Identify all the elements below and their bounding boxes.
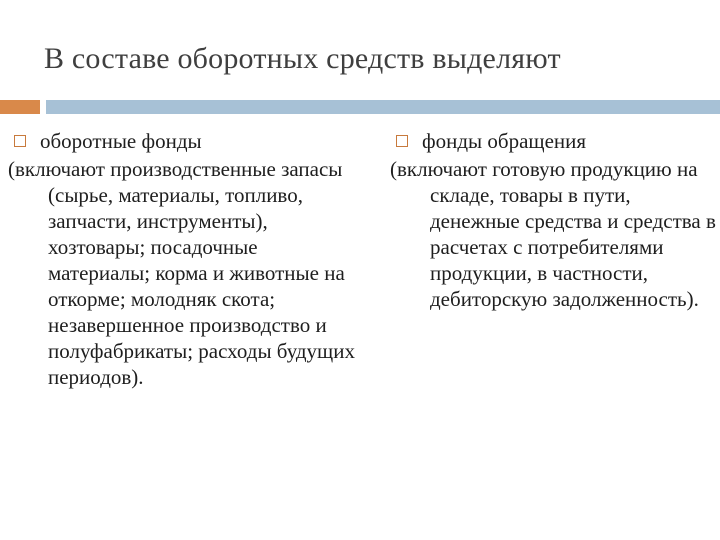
right-item-heading-row [390,126,720,156]
title-rule-bar [46,100,720,114]
slide-title: В составе оборотных средств выделяют [44,42,561,75]
left-item-heading: оборотные фонды [40,129,202,153]
left-column [8,126,360,390]
left-item-body: (включают производственные запасы (сырье, материалы, топливо, запчасти, инструменты), хозтовары; посадочные материалы; корма и животные на откорме; молодняк скота; незавершенное производство и полуфабрикаты; расходы будущих периодов). [8,157,355,389]
right-item-body: (включают готовую продукцию на складе, товары в пути, денежные средства и средства в расчетах с потребителями продукции, в частности, дебиторскую задолженность). [390,157,716,311]
left-item-heading-row [8,126,360,156]
title-accent-block [0,100,40,114]
square-bullet-icon [396,135,408,147]
right-item-heading: фонды обращения [422,129,587,153]
right-column [390,126,720,312]
square-bullet-icon [14,135,26,147]
